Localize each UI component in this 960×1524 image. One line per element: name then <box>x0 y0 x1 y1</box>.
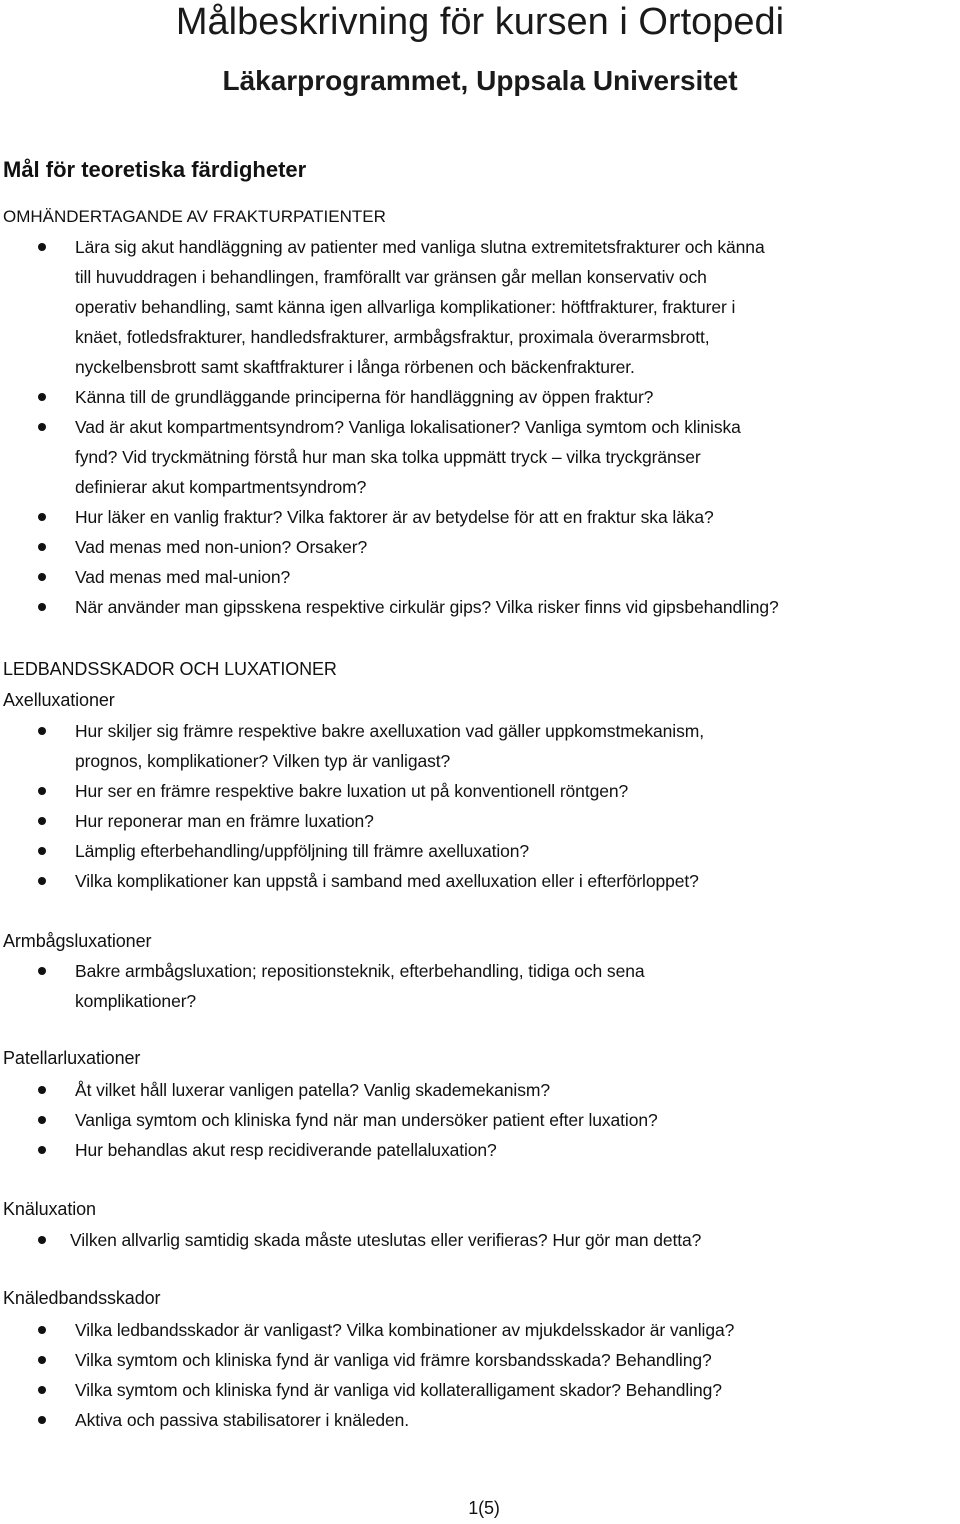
list-item <box>0 956 960 1016</box>
list-item <box>0 1225 960 1255</box>
group-title-armbagsluxationer: Armbågsluxationer <box>3 931 152 951</box>
axelluxationer-list <box>0 716 960 896</box>
list-item-line: Aktiva och passiva stabilisatorer i knäleden. <box>75 1410 410 1430</box>
list-item <box>0 1405 960 1435</box>
bullet-icon <box>38 543 46 551</box>
list-item-line: prognos, komplikationer? Vilken typ är vanligast? <box>75 751 451 771</box>
list-item <box>0 532 960 562</box>
bullet-icon <box>38 817 46 825</box>
bullet-icon <box>38 1146 46 1154</box>
list-item-line: Vad menas med non-union? Orsaker? <box>75 537 368 557</box>
list-item <box>0 412 960 502</box>
list-item-line: till huvuddragen i behandlingen, framförallt var gränsen går mellan konservativ och <box>75 267 707 287</box>
list-item-line: Vilka symtom och kliniska fynd är vanliga vid kollateralligament skador? Behandling? <box>75 1380 722 1400</box>
list-item-line: komplikationer? <box>75 991 197 1011</box>
list-item-line: Vanliga symtom och kliniska fynd när man undersöker patient efter luxation? <box>75 1110 658 1130</box>
list-item-line: definierar akut kompartmentsyndrom? <box>75 477 367 497</box>
bullet-icon <box>38 1086 46 1094</box>
list-item <box>0 866 960 896</box>
bullet-icon <box>38 1236 46 1244</box>
list-item-line: Hur behandlas akut resp recidiverande patellaluxation? <box>75 1140 497 1160</box>
list-item <box>0 502 960 532</box>
list-item-line: Lära sig akut handläggning av patienter med vanliga slutna extremitetsfrakturer och känna <box>75 237 765 257</box>
list-item-line: nyckelbensbrott samt skaftfrakturer i långa rörbenen och bäckenfrakturer. <box>75 357 635 377</box>
bullet-icon <box>38 243 46 251</box>
list-item-line: Vilka komplikationer kan uppstå i samband med axelluxation eller i efterförloppet? <box>75 871 699 891</box>
group-title-knaledbandsskador: Knäledbandsskador <box>3 1288 161 1308</box>
bullet-icon <box>38 727 46 735</box>
bullet-icon <box>38 393 46 401</box>
list-item-line: Vad är akut kompartmentsyndrom? Vanliga lokalisationer? Vanliga symtom och kliniska <box>75 417 741 437</box>
armbagsluxationer-list <box>0 956 960 1016</box>
list-item-line: fynd? Vid tryckmätning förstå hur man ska tolka uppmätt tryck – vilka tryckgränser <box>75 447 701 467</box>
list-item-line: Känna till de grundläggande principerna för handläggning av öppen fraktur? <box>75 387 654 407</box>
list-item-line: knäet, fotledsfrakturer, handledsfrakturer, armbågsfraktur, proximala överarmsbrott, <box>75 327 710 347</box>
group-title-patellarluxationer: Patellarluxationer <box>3 1048 141 1068</box>
bullet-icon <box>38 1386 46 1394</box>
document-title: Målbeskrivning för kursen i Ortopedi <box>175 1 785 43</box>
list-item <box>0 1375 960 1405</box>
list-item-line: Hur reponerar man en främre luxation? <box>75 811 374 831</box>
list-item <box>0 592 960 622</box>
list-item <box>0 382 960 412</box>
group-title-axelluxationer: Axelluxationer <box>3 690 115 710</box>
bullet-icon <box>38 513 46 521</box>
bullet-icon <box>38 573 46 581</box>
list-item-line: Åt vilket håll luxerar vanligen patella? Vanlig skademekanism? <box>75 1080 550 1100</box>
bullet-icon <box>38 877 46 885</box>
ligament-heading: LEDBANDSSKADOR OCH LUXATIONER <box>3 659 337 679</box>
list-item-line: Vilken allvarlig samtidig skada måste uteslutas eller verifieras? Hur gör man detta? <box>70 1230 702 1250</box>
group-title-knaluxation: Knäluxation <box>3 1199 96 1219</box>
bullet-icon <box>38 787 46 795</box>
list-item <box>0 1105 960 1135</box>
bullet-icon <box>38 603 46 611</box>
list-item-line: Hur skiljer sig främre respektive bakre axelluxation vad gäller uppkomstmekanism, <box>75 721 704 741</box>
list-item <box>0 1345 960 1375</box>
patellarluxationer-list <box>0 1075 960 1165</box>
list-item <box>0 836 960 866</box>
list-item-line: Vad menas med mal-union? <box>75 567 291 587</box>
bullet-icon <box>38 1416 46 1424</box>
list-item-line: När använder man gipsskena respektive cirkulär gips? Vilka risker finns vid gipsbehandling? <box>75 597 779 617</box>
list-item-line: Bakre armbågsluxation; repositionsteknik, efterbehandling, tidiga och sena <box>75 961 645 981</box>
document-subtitle: Läkarprogrammet, Uppsala Universitet <box>222 65 738 96</box>
bullet-icon <box>38 1356 46 1364</box>
section-heading-theory: Mål för teoretiska färdigheter <box>3 157 307 182</box>
list-item <box>0 776 960 806</box>
list-item <box>0 562 960 592</box>
knaluxation-list <box>0 1225 960 1255</box>
list-item-line: Vilka ledbandsskador är vanligast? Vilka kombinationer av mjukdelsskador är vanliga? <box>75 1320 735 1340</box>
knaledbandsskador-list <box>0 1315 960 1435</box>
list-item-line: Lämplig efterbehandling/uppföljning till främre axelluxation? <box>75 841 530 861</box>
bullet-icon <box>38 1116 46 1124</box>
list-item <box>0 1075 960 1105</box>
list-item-line: Hur ser en främre respektive bakre luxation ut på konventionell röntgen? <box>75 781 629 801</box>
fractures-heading: OMHÄNDERTAGANDE AV FRAKTURPATIENTER <box>3 207 386 226</box>
list-item <box>0 1315 960 1345</box>
page-number: 1(5) <box>468 1498 500 1518</box>
bullet-icon <box>38 847 46 855</box>
list-item <box>0 716 960 776</box>
bullet-icon <box>38 1326 46 1334</box>
list-item-line: Vilka symtom och kliniska fynd är vanliga vid främre korsbandsskada? Behandling? <box>75 1350 712 1370</box>
list-item <box>0 806 960 836</box>
list-item <box>0 232 960 382</box>
list-item-line: operativ behandling, samt känna igen allvarliga komplikationer: höftfrakturer, frakturer i <box>75 297 736 317</box>
bullet-icon <box>38 967 46 975</box>
bullet-icon <box>38 423 46 431</box>
list-item-line: Hur läker en vanlig fraktur? Vilka faktorer är av betydelse för att en fraktur ska läka? <box>75 507 714 527</box>
fractures-list <box>0 232 960 622</box>
list-item <box>0 1135 960 1165</box>
